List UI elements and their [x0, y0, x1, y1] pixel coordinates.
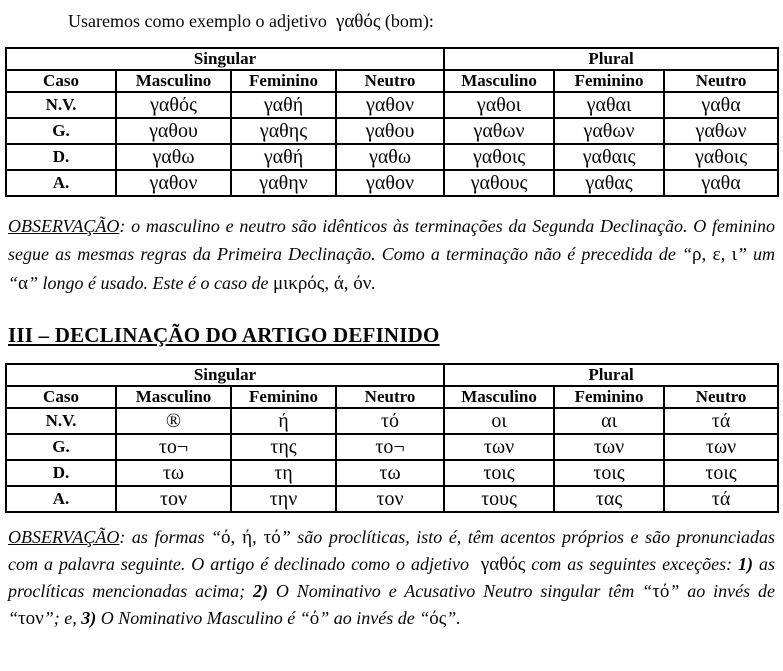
- table-row: [6, 170, 778, 196]
- column-header: Neutro: [336, 386, 444, 408]
- table-cell: γαθός: [116, 92, 231, 118]
- case-label: N.V.: [6, 408, 116, 434]
- greek-text: γαθός: [480, 554, 526, 575]
- table-cell: τοις: [664, 460, 778, 486]
- column-header: Feminino: [554, 70, 664, 92]
- observation-1: [8, 212, 775, 298]
- table-cell: τοις: [444, 460, 554, 486]
- section-heading: III – DECLINAÇÃO DO ARTIGO DEFINIDO: [8, 323, 440, 347]
- text-segment: as proclíticas mencionadas acima;: [8, 554, 775, 601]
- greek-text: γαθός: [335, 11, 381, 32]
- table-cell: τους: [444, 486, 554, 512]
- column-header: Masculino: [116, 70, 231, 92]
- table-row: [6, 460, 778, 486]
- column-header: Masculino: [444, 386, 554, 408]
- adjective-declension-table: [5, 47, 779, 197]
- text-segment: .: [371, 273, 376, 293]
- table-cell: γαθα: [664, 170, 778, 196]
- table-cell: οι: [444, 408, 554, 434]
- text-segment: ” longo é usado. Este é o caso de: [27, 273, 273, 293]
- group-header-singular: Singular: [6, 48, 444, 70]
- table-cell: γαθοι: [444, 92, 554, 118]
- column-header-caso: Caso: [6, 386, 116, 408]
- table-cell: ®: [116, 408, 231, 434]
- text-segment: O Nominativo e Acusativo Neutro singular têm “: [268, 581, 653, 601]
- table-cell: γαθα: [664, 92, 778, 118]
- greek-text: τον: [18, 608, 44, 629]
- greek-text: ό, ή, τό: [221, 527, 281, 548]
- article-declension-table: [5, 363, 779, 513]
- table-cell: γαθων: [664, 118, 778, 144]
- table-cell: τον: [336, 486, 444, 512]
- table-cell: γαθω: [116, 144, 231, 170]
- table-cell: τη: [231, 460, 336, 486]
- column-header-caso: Caso: [6, 70, 116, 92]
- case-label: A.: [6, 486, 116, 512]
- case-label: A.: [6, 170, 116, 196]
- column-header: Feminino: [231, 386, 336, 408]
- table-cell: γαθοις: [444, 144, 554, 170]
- table-cell: των: [444, 434, 554, 460]
- table-row: [6, 486, 778, 512]
- table-cell: των: [554, 434, 664, 460]
- table-cell: τοις: [554, 460, 664, 486]
- text-segment: (bom):: [380, 11, 434, 31]
- table-cell: γαθή: [231, 144, 336, 170]
- observation-2: [8, 524, 775, 632]
- table-cell: τον: [116, 486, 231, 512]
- text-segment: Usaremos como exemplo o adjetivo: [68, 11, 336, 31]
- column-header: Masculino: [444, 70, 554, 92]
- table-cell: το¬: [336, 434, 444, 460]
- table-row: [6, 434, 778, 460]
- table-cell: τά: [664, 408, 778, 434]
- table-cell: τας: [554, 486, 664, 512]
- table-cell: ή: [231, 408, 336, 434]
- text-segment: com as seguintes exceções:: [525, 554, 739, 574]
- table-cell: τά: [664, 486, 778, 512]
- text-segment: 1): [738, 554, 754, 574]
- table-cell: γαθου: [336, 118, 444, 144]
- column-header: Masculino: [116, 386, 231, 408]
- greek-text: ό: [309, 608, 320, 629]
- text-segment: : o masculino e neutro são idênticos às terminações da Segunda Declinação. O feminino segue as mesmas regras da Primeira Declinação. Como a terminação não é precedida de “: [8, 216, 775, 264]
- column-header: Neutro: [664, 386, 778, 408]
- text-segment: OBSERVAÇÃO: [8, 527, 120, 547]
- table-cell: γαθή: [231, 92, 336, 118]
- group-header-plural: Plural: [444, 48, 778, 70]
- table-cell: των: [664, 434, 778, 460]
- text-segment: 2): [253, 581, 268, 601]
- column-header: Feminino: [231, 70, 336, 92]
- table-row: [6, 92, 778, 118]
- table-cell: γαθω: [336, 144, 444, 170]
- text-segment: OBSERVAÇÃO: [8, 216, 120, 236]
- text-segment: ” são proclíticas, isto é, têm acentos próprios e são pronunciadas com a palavra seguinte. O artigo é declinado como o adjetivo: [8, 527, 775, 574]
- table-cell: γαθον: [336, 170, 444, 196]
- table-cell: γαθαις: [554, 144, 664, 170]
- intro-paragraph: [0, 0, 783, 34]
- table-cell: της: [231, 434, 336, 460]
- table-row: [6, 408, 778, 434]
- table-cell: τω: [116, 460, 231, 486]
- table-cell: γαθον: [116, 170, 231, 196]
- table-row: [6, 144, 778, 170]
- greek-text: ρ, ε, ι: [692, 244, 737, 265]
- text-segment: ” ao invés de “: [319, 608, 430, 628]
- case-label: N.V.: [6, 92, 116, 118]
- table-cell: γαθου: [116, 118, 231, 144]
- greek-text: α: [18, 273, 28, 294]
- greek-text: μικρός, ά, όν: [272, 273, 372, 294]
- case-label: G.: [6, 118, 116, 144]
- table-cell: γαθοις: [664, 144, 778, 170]
- text-segment: 3): [81, 608, 97, 628]
- table-cell: γαθων: [554, 118, 664, 144]
- column-header: Feminino: [554, 386, 664, 408]
- column-header: Neutro: [336, 70, 444, 92]
- table-cell: γαθαι: [554, 92, 664, 118]
- group-header-singular: Singular: [6, 364, 444, 386]
- text-segment: ”.: [446, 608, 461, 628]
- greek-text: ός: [429, 608, 447, 629]
- table-cell: γαθους: [444, 170, 554, 196]
- table-row: [6, 118, 778, 144]
- table-cell: γαθων: [444, 118, 554, 144]
- table-cell: γαθης: [231, 118, 336, 144]
- column-header: Neutro: [664, 70, 778, 92]
- greek-text: τό: [652, 581, 670, 602]
- case-label: D.: [6, 144, 116, 170]
- table-cell: την: [231, 486, 336, 512]
- table-cell: τό: [336, 408, 444, 434]
- table-cell: γαθην: [231, 170, 336, 196]
- text-segment: ” um “: [8, 244, 776, 293]
- text-segment: : as formas “: [119, 527, 222, 547]
- case-label: G.: [6, 434, 116, 460]
- text-segment: ”; e,: [43, 608, 82, 628]
- table-cell: γαθας: [554, 170, 664, 196]
- table-cell: τω: [336, 460, 444, 486]
- text-segment: ” ao invés de “: [8, 581, 776, 628]
- table-cell: αι: [554, 408, 664, 434]
- group-header-plural: Plural: [444, 364, 778, 386]
- text-segment: O Nominativo Masculino é “: [96, 608, 310, 628]
- table-cell: γαθον: [336, 92, 444, 118]
- table-cell: το¬: [116, 434, 231, 460]
- case-label: D.: [6, 460, 116, 486]
